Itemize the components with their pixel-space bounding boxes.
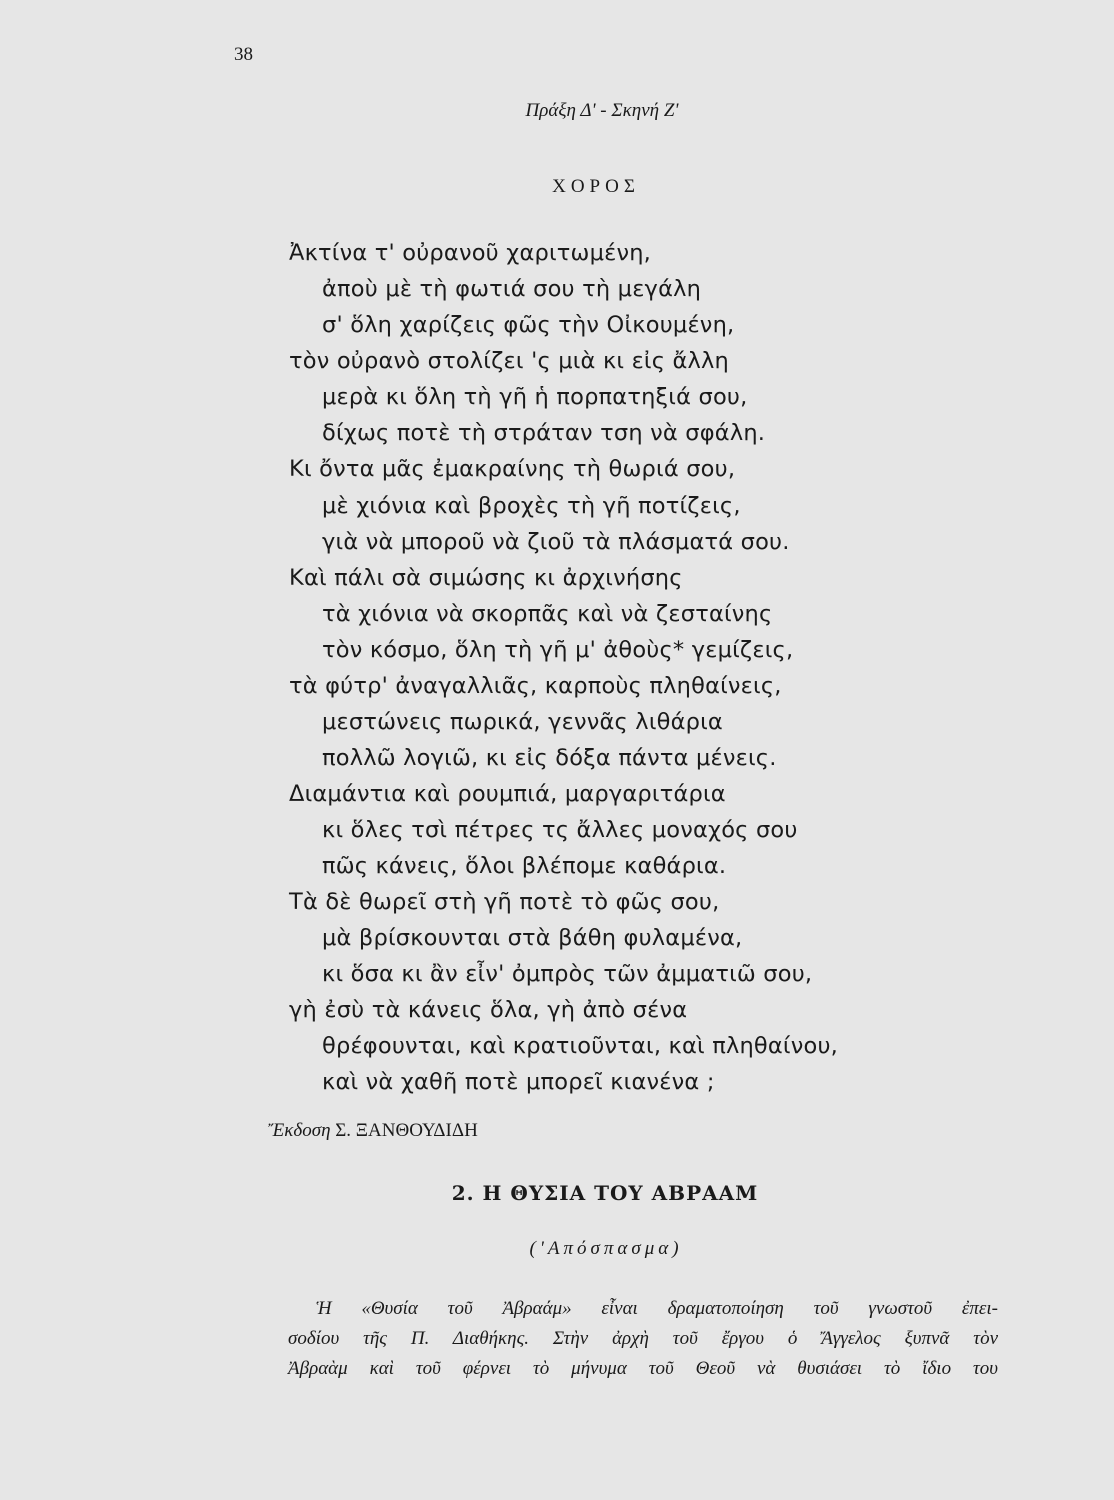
poem-line: θρέφουνται, καὶ κρατιοῦνται, καὶ πληθαίνου, [322, 1033, 839, 1059]
poem-line: ἀποὺ μὲ τὴ φωτιά σου τὴ μεγάλη [322, 276, 702, 302]
intro-line: Ἡ «Θυσία τοῦ Ἀβραάμ» εἶναι δραματοποίηση τοῦ γνωστοῦ ἐπει- [316, 1298, 998, 1319]
poem-line: Τὰ δὲ θωρεῖ στὴ γῆ ποτὲ τὸ φῶς σου, [289, 889, 720, 915]
poem-line: μερὰ κι ὅλη τὴ γῆ ἡ πορπατηξιά σου, [322, 384, 748, 410]
edition-name: Σ. ΞΑΝΘΟΥΔΙΔΗ [335, 1120, 478, 1141]
poem-line: γιὰ νὰ μποροῦ νὰ ζιοῦ τὰ πλάσματά σου. [322, 529, 790, 555]
poem-line: τὰ φύτρ' ἀναγαλλιᾶς, καρποὺς πληθαίνεις, [289, 673, 782, 699]
poem-line: καὶ νὰ χαθῆ ποτὲ μπορεῖ κιανένα ; [322, 1069, 715, 1095]
poem-line: πῶς κάνεις, ὅλοι βλέπομε καθάρια. [322, 853, 727, 879]
section-title: 2. Η ΘΥΣΙΑ ΤΟΥ ΑΒΡΑΑΜ [451, 1181, 759, 1205]
poem-line: τὸν οὐρανὸ στολίζει 'ς μιὰ κι εἰς ἄλλη [289, 348, 730, 374]
poem-line: Καὶ πάλι σὰ σιμώσης κι ἀρχινήσης [289, 565, 683, 591]
poem-line: Κι ὄντα μᾶς ἐμακραίνης τὴ θωριά σου, [289, 456, 736, 482]
intro-line: σοδίου τῆς Π. Διαθήκης. Στὴν ἀρχὴ τοῦ ἔργου ὁ Ἄγγελος ξυπνᾶ τὸν [288, 1328, 998, 1349]
poem-line: μὰ βρίσκουνται στὰ βάθη φυλαμένα, [322, 925, 743, 951]
intro-line: Ἀβραὰμ καὶ τοῦ φέρνει τὸ μήνυμα τοῦ Θεοῦ νὰ θυσιάσει τὸ ἴδιο του [288, 1358, 998, 1379]
poem-line: Διαμάντια καὶ ρουμπιά, μαργαριτάρια [289, 781, 726, 807]
poem-line: δίχως ποτὲ τὴ στράταν τση νὰ σφάλη. [322, 420, 766, 446]
edition-label: Ἔκδοση [268, 1120, 331, 1141]
poem-line: πολλῶ λογιῶ, κι εἰς δόξα πάντα μένεις. [322, 745, 777, 771]
poem-line: τὸν κόσμο, ὅλη τὴ γῆ μ' ἀθοὺς* γεμίζεις, [322, 637, 794, 663]
edition-credit [268, 1120, 478, 1142]
poem-line: μὲ χιόνια καὶ βροχὲς τὴ γῆ ποτίζεις, [322, 493, 741, 519]
poem-line: σ' ὅλη χαρίζεις φῶς τὴν Οἰκουμένη, [322, 312, 735, 338]
poem-line: κι ὅλες τσὶ πέτρες τς ἄλλες μοναχός σου [322, 817, 798, 843]
page-number: 38 [234, 44, 253, 65]
poem-line: τὰ χιόνια νὰ σκορπᾶς καὶ νὰ ζεσταίνης [322, 601, 773, 627]
poem-line: μεστώνεις πωρικά, γεννᾶς λιθάρια [322, 709, 723, 735]
scene-heading: Πράξη Δ' - Σκηνή Ζ' [525, 100, 679, 121]
section-subtitle: ('Απόσπασμα) [529, 1238, 683, 1259]
chorus-heading: ΧΟΡΟΣ [552, 176, 640, 197]
poem-line: κι ὅσα κι ἂν εἶν' ὀμπρὸς τῶν ἀμματιῶ σου, [322, 961, 813, 987]
poem-line: γὴ ἐσὺ τὰ κάνεις ὅλα, γὴ ἀπὸ σένα [289, 997, 688, 1023]
poem-line: Ἀκτίνα τ' οὐρανοῦ χαριτωμένη, [289, 240, 652, 266]
